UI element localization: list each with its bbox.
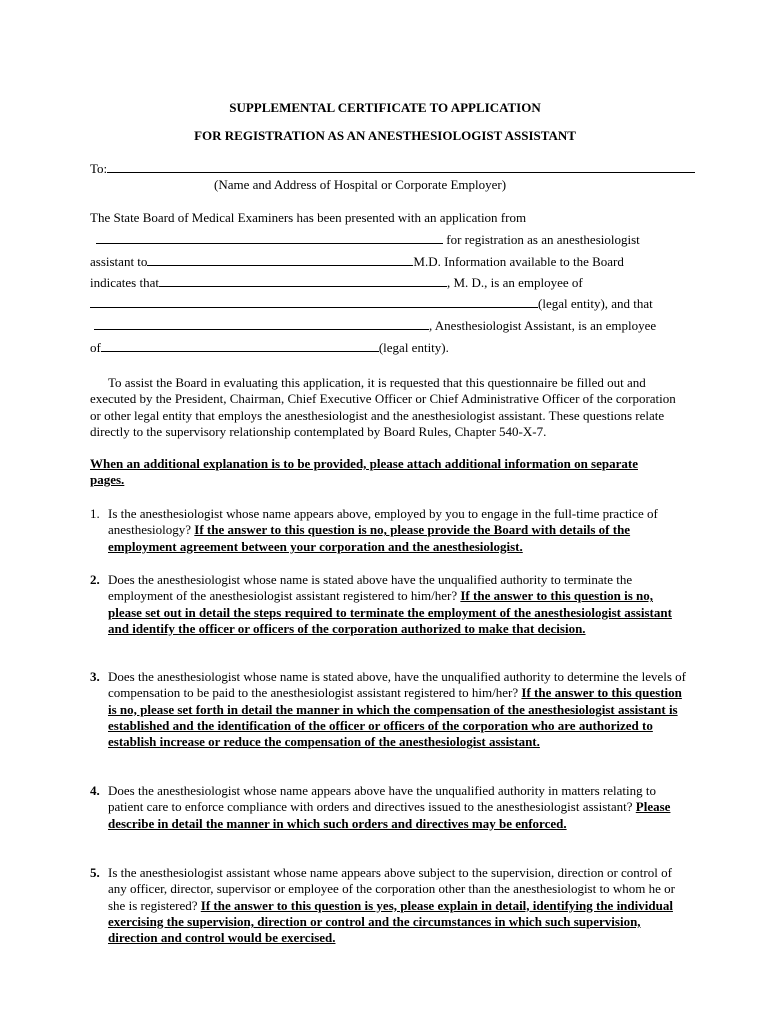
question-1 bbox=[90, 506, 690, 555]
question-text: Does the anesthesiologist whose name is stated above have the unqualified authority to terminate the employment of the anesthesiologist assistant registered to him/her? bbox=[108, 572, 633, 604]
explanation-note: When an additional explanation is to be provided, please attach additional information on separate pages. bbox=[90, 456, 638, 488]
title-line-2: FOR REGISTRATION AS AN ANESTHESIOLOGIST ASSISTANT bbox=[194, 128, 576, 143]
legal-entity-and-text: (legal entity), and that bbox=[538, 296, 653, 311]
question-5 bbox=[90, 865, 690, 946]
to-label: To: bbox=[90, 161, 108, 176]
intro-line: The State Board of Medical Examiners has been presented with an application from bbox=[90, 210, 527, 225]
to-row bbox=[90, 160, 695, 177]
title-line-1: SUPPLEMENTAL CERTIFICATE TO APPLICATION bbox=[229, 100, 541, 115]
aa-legal-entity-field[interactable] bbox=[101, 339, 379, 352]
question-4 bbox=[90, 783, 690, 832]
question-instruction: If the answer to this question is no, please provide the Board with details of the employment agreement between your corporation and the anesthesiologist. bbox=[108, 522, 631, 554]
legal-entity-end-text: (legal entity). bbox=[378, 340, 449, 355]
question-text: Is the anesthesiologist assistant whose name appears above subject to the supervision, direction or control of any officer, director, supervisor or employee of the corporation other than the anesthesiologist to whom he or she is registered? bbox=[108, 865, 675, 913]
aa-row bbox=[94, 317, 656, 334]
employer-name-field[interactable] bbox=[107, 160, 695, 173]
applicant-row bbox=[96, 231, 640, 248]
of-row bbox=[90, 339, 449, 356]
aa-employee-text: , Anesthesiologist Assistant, is an employee bbox=[429, 318, 657, 333]
assistant-to-label: assistant to bbox=[90, 254, 148, 269]
question-number: 4. bbox=[90, 783, 100, 798]
question-2 bbox=[90, 572, 690, 637]
of-label: of bbox=[90, 340, 101, 355]
question-instruction: If the answer to this question is yes, please explain in detail, identifying the individual exercising the supervision, direction or control and the circumstances in which such supervision, direction and control would be exercised. bbox=[108, 897, 673, 946]
md-info-text: M.D. Information available to the Board bbox=[413, 254, 624, 269]
md-legal-entity-field[interactable] bbox=[90, 295, 538, 308]
aa-name-field[interactable] bbox=[94, 317, 429, 330]
applicant-name-field[interactable] bbox=[96, 231, 443, 244]
question-text: Does the anesthesiologist whose name appears above have the unqualified authority in matters relating to patient care to enforce compliance with orders and directives issued to the anesthesiologist assistant? bbox=[108, 783, 657, 815]
question-number: 3. bbox=[90, 669, 100, 684]
registration-text: for registration as an anesthesiologist bbox=[446, 232, 640, 247]
supervising-md-field[interactable] bbox=[147, 253, 413, 266]
assistant-to-row bbox=[90, 253, 624, 270]
question-text: Does the anesthesiologist whose name is stated above, have the unqualified authority to determine the levels of compensation to be paid to the anesthesiologist assistant registered to him/her? bbox=[108, 669, 686, 701]
question-number: 1. bbox=[90, 506, 100, 521]
indicates-label: indicates that bbox=[90, 275, 159, 290]
md-employee-text: , M. D., is an employee of bbox=[446, 275, 583, 290]
question-number: 5. bbox=[90, 865, 100, 880]
question-3 bbox=[90, 669, 690, 750]
indicates-row bbox=[90, 274, 583, 291]
question-instruction: Please describe in detail the manner in which such orders and directives may be enforced. bbox=[108, 799, 671, 831]
question-text: Is the anesthesiologist whose name appears above, employed by you to engage in the full-time practice of anesthesiology? bbox=[108, 506, 658, 538]
question-instruction: If the answer to this question is no, please set out in detail the steps required to terminate the employment of the anesthesiologist assistant and identify the officer or officers of the corporation authorized to make that decision. bbox=[108, 588, 672, 636]
legal-entity-row bbox=[90, 295, 653, 312]
md-name-field[interactable] bbox=[159, 274, 447, 287]
to-caption: (Name and Address of Hospital or Corporate Employer) bbox=[214, 177, 507, 192]
question-instruction: If the answer to this question is no, please set forth in detail the manner in which the compensation of the anesthesiologist assistant is established and the identification of the officer or officers of the corporation who are authorized to establish increase or reduce the compensation of the anesthesiologist assistant. bbox=[108, 685, 682, 750]
question-number: 2. bbox=[90, 572, 100, 587]
assist-paragraph: To assist the Board in evaluating this application, it is requested that this questionnaire be filled out and executed by the President, Chairman, Chief Executive Officer or Chief Administrative Officer of the corporation or other legal entity that employs the anesthesiologist and the anesthesiologist assistant. These questions relate directly to the supervisory relationship contemplated by Board Rules, Chapter 540-X-7. bbox=[90, 375, 676, 439]
